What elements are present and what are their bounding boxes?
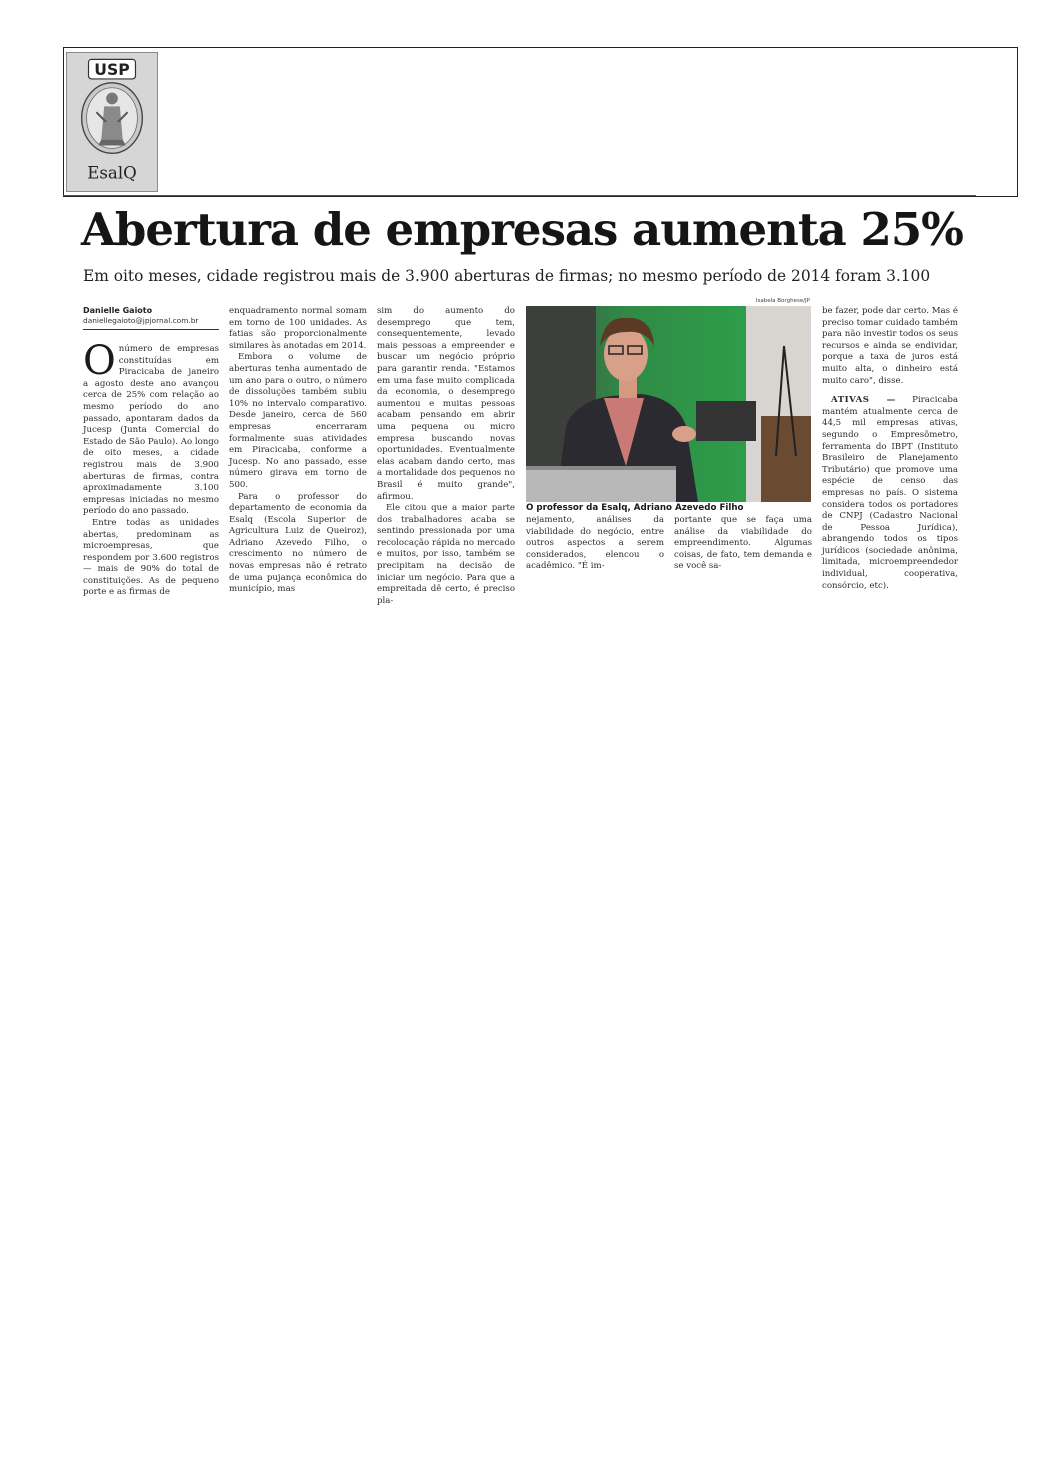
- photo-credit: Isabela Borghese/JP: [755, 298, 810, 304]
- paragraph: nejamento, análises da viabilidade do negócio, entre outros aspectos a serem considerados, elencou o acadêmico. "É im-: [526, 515, 664, 572]
- paragraph: Embora o volume de aberturas tenha aumentado de um ano para o outro, o número de dissoluções também subiu 10% no intervalo comparativo. Desde janeiro, cerca de 560 empresas encerraram formalmente suas atividades em Piracicaba, conforme a Jucesp. No ano passado, esse número girava em torno de 500.: [229, 352, 367, 490]
- logo-usp-text: USP: [94, 60, 130, 80]
- article-column-3: [377, 306, 515, 607]
- paragraph-ativas: [822, 395, 958, 592]
- byline-email: daniellegaioto@jpjornal.com.br: [83, 316, 219, 330]
- article-column-1: [83, 306, 219, 599]
- paragraph: Para o professor do departamento de economia da Esalq (Escola Superior de Agricultura Luiz de Queiroz), Adriano Azevedo Filho, o crescimento no número de novas empresas não é retrato de uma pujança econômica do município, mas: [229, 491, 367, 595]
- drop-cap: O: [83, 338, 116, 384]
- paragraph: número de empresas constituídas em Piracicaba de janeiro a agosto deste ano avançou cerca de 25% com relação ao mesmo período do ano passado, apontaram dados da Jucesp (Junta Comercial do Estado de São Paulo). Ao longo de oito meses, a cidade registrou mais de 3.900 aberturas de firmas, contra aproximadamente 3.100 empresas iniciadas no mesmo período do ano passado.: [83, 344, 219, 517]
- article-column-5: [674, 515, 812, 573]
- paragraph: Ele citou que a maior parte dos trabalhadores acaba se sentindo pressionada por uma recolocação rápida no mercado e muitos, por isso, também se precipitam na decisão de iniciar um negócio. Para que a empreitada dê certo, é preciso pla-: [377, 503, 515, 606]
- byline-name: Danielle Gaioto: [83, 306, 153, 315]
- professor-photo: [526, 306, 811, 502]
- article-headline: Abertura de empresas aumenta 25%: [81, 203, 963, 256]
- paragraph: enquadramento normal somam em torno de 100 unidades. As fatias são proporcionalmente similares às anotadas em 2014.: [229, 306, 367, 351]
- section-kicker: ATIVAS —: [831, 395, 896, 406]
- article-column-6: [822, 306, 958, 592]
- article-column-2: [229, 306, 367, 596]
- paragraph: sim do aumento do desemprego que tem, consequentemente, levado mais pessoas a empreender e buscar um negócio próprio para garantir renda. "Estamos em uma fase muito complicada da economia, o desemprego aumentou e muitas pessoas acabam pensando em abrir uma pequena ou micro empresa buscando novas oportunidades. Eventualmente elas acabam dando certo, mas a mortalidade dos pequenos no Brasil é muito grande", afirmou.: [377, 306, 515, 502]
- clipping-header-box: [63, 47, 1018, 197]
- article-column-4: [526, 515, 664, 573]
- paragraph-text: Piracicaba mantém atualmente cerca de 44,5 mil empresas ativas, segundo o Empresômetro, ferramenta do IBPT (Instituto Brasileiro de Planejamento Tributário) que promove uma espécie de censo das empresas no país. O sistema considera todos os portadores de CNPJ (Cadastro Nacional de Pessoa Jurídica), abrangendo todos os tipos jurídicos (sociedade anônima, limitada, microempreendedor individual, cooperativa, consórcio, etc).: [822, 395, 959, 591]
- usp-esalq-logo: [66, 52, 158, 192]
- article-subhead: Em oito meses, cidade registrou mais de 3.900 aberturas de firmas; no mesmo período de 2014 foram 3.100: [83, 267, 931, 285]
- photo-caption: O professor da Esalq, Adriano Azevedo Filho: [526, 503, 744, 513]
- paragraph: Entre todas as unidades abertas, predominam as microempresas, que respondem por 3.600 registros — mais de 90% do total de constituições. As de pequeno porte e as firmas de: [83, 517, 219, 598]
- logo-esalq-text: EsalQ: [87, 163, 137, 183]
- paragraph: portante que se faça uma análise da viabilidade do empreendimento. Algumas coisas, de fato, tem demanda e se você sa-: [674, 515, 812, 572]
- paragraph: be fazer, pode dar certo. Mas é preciso tomar cuidado também para não investir todos os seus recursos e ainda se endividar, porque a taxa de juros está muito alta, o dinheiro está muito caro", disse.: [822, 306, 958, 386]
- header-rule: [63, 195, 976, 196]
